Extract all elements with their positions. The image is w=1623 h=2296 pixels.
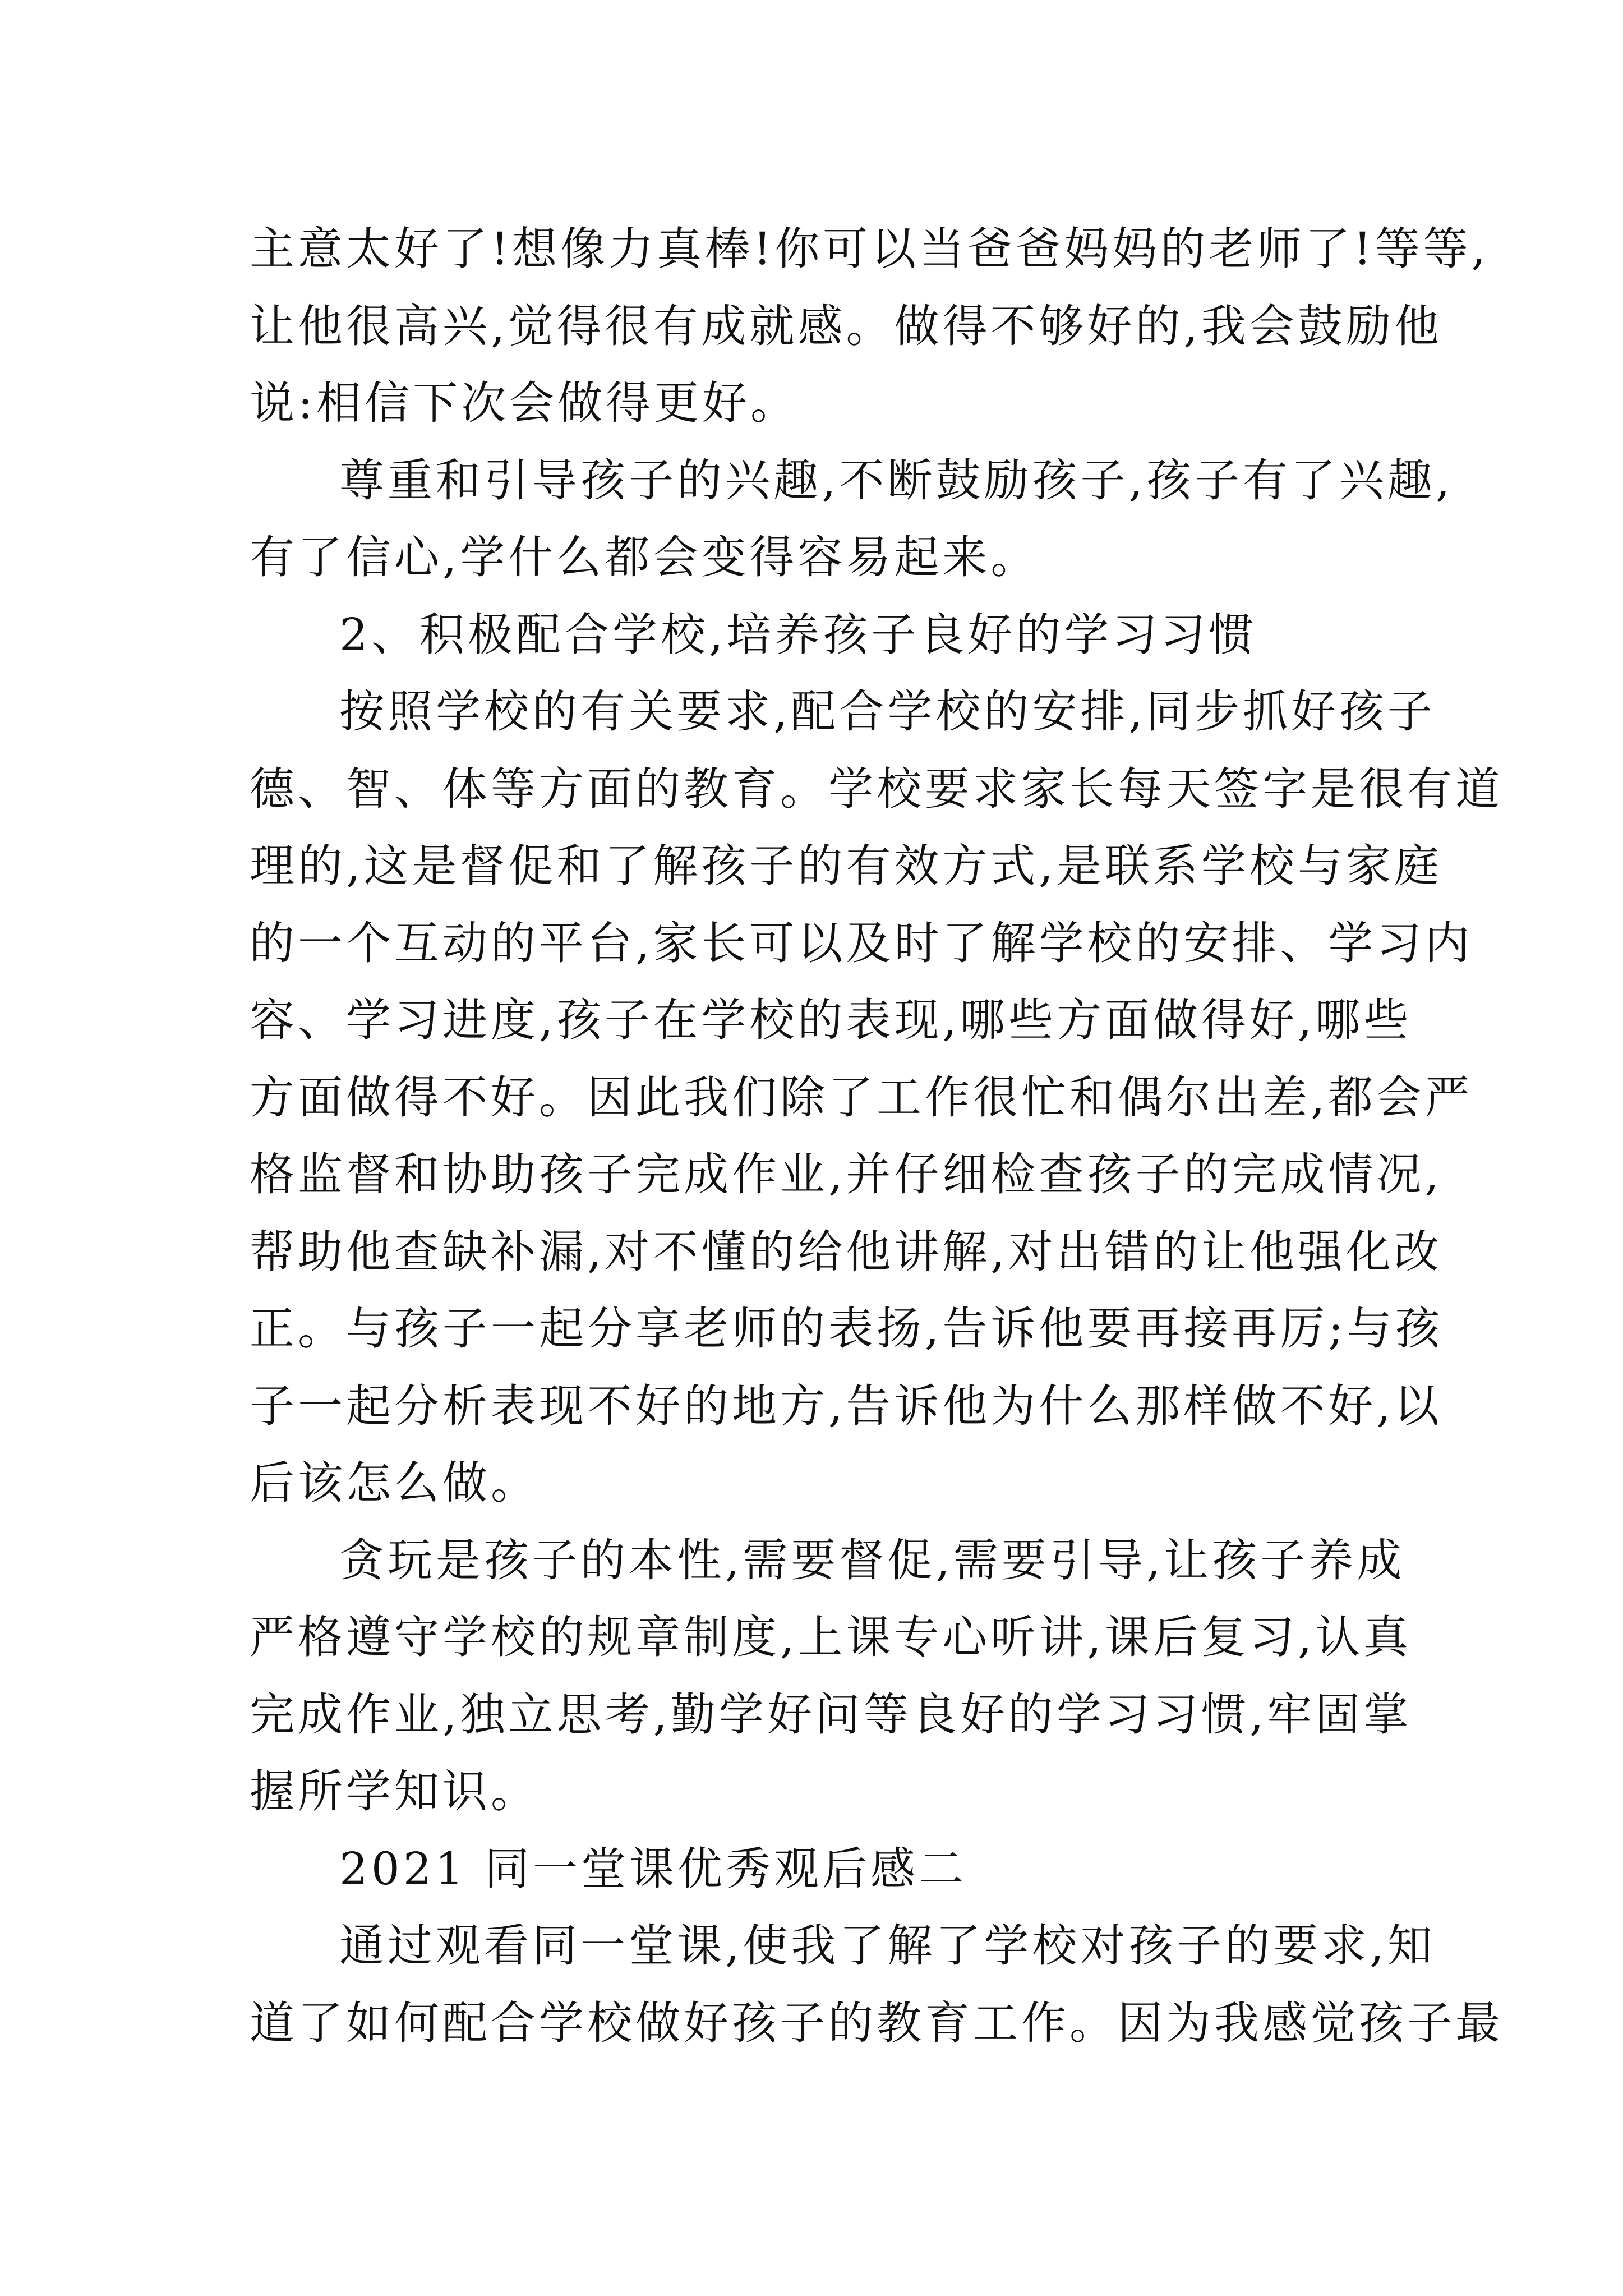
- paragraph-3: [250, 673, 1504, 1522]
- paragraph-3-line-2: 德、智、体等方面的教育。学校要求家长每天签字是很有道: [250, 762, 1504, 815]
- section-heading-2: [250, 596, 1377, 674]
- paragraph-3-line-4: 的一个互动的平台,家长可以及时了解学校的安排、学习内: [250, 917, 1473, 969]
- paragraph-5: [250, 1907, 1504, 2062]
- section-heading-2-text: 2、积极配合学校,培养孩子良好的学习习惯: [339, 608, 1257, 661]
- paragraph-2-line-1: 尊重和引导孩子的兴趣,不断鼓励孩子,孩子有了兴趣,: [339, 454, 1454, 507]
- paragraph-1-line-2: 让他很高兴,觉得很有成就感。做得不够好的,我会鼓励他: [250, 300, 1442, 352]
- paragraph-4-line-2: 严格遵守学校的规章制度,上课专心听讲,课后复习,认真: [250, 1611, 1412, 1663]
- paragraph-1-line-1: 主意太好了!想像力真棒!你可以当爸爸妈妈的老师了!等等,: [250, 223, 1489, 275]
- paragraph-3-line-10: 子一起分析表现不好的地方,告诉他为什么那样做不好,以: [250, 1379, 1442, 1432]
- paragraph-3-line-5: 容、学习进度,孩子在学校的表现,哪些方面做得好,哪些: [250, 994, 1412, 1046]
- paragraph-5-line-1: 通过观看同一堂课,使我了解了学校对孩子的要求,知: [339, 1920, 1436, 1972]
- article-title-2: [250, 1830, 1377, 1908]
- article-title-2-text: 2021 同一堂课优秀观后感二: [339, 1842, 967, 1895]
- paragraph-1-line-3: 说:相信下次会做得更好。: [250, 377, 799, 429]
- paragraph-3-line-11: 后该怎么做。: [250, 1457, 539, 1509]
- paragraph-3-line-3: 理的,这是督促和了解孩子的有效方式,是联系学校与家庭: [250, 840, 1442, 892]
- paragraph-5-line-2: 道了如何配合学校做好孩子的教育工作。因为我感觉孩子最: [250, 1996, 1504, 2049]
- paragraph-2-line-2: 有了信心,学什么都会变得容易起来。: [250, 531, 1039, 583]
- paragraph-2: [250, 442, 1454, 596]
- paragraph-3-line-7: 格监督和协助孩子完成作业,并仔细检查孩子的完成情况,: [250, 1148, 1442, 1200]
- paragraph-3-line-1: 按照学校的有关要求,配合学校的安排,同步抓好孩子: [339, 685, 1436, 738]
- paragraph-4: [250, 1522, 1412, 1830]
- paragraph-4-line-4: 握所学知识。: [250, 1765, 539, 1818]
- paragraph-3-line-8: 帮助他查缺补漏,对不懂的给他讲解,对出错的让他强化改: [250, 1225, 1442, 1278]
- paragraph-1: [250, 210, 1489, 442]
- paragraph-4-line-3: 完成作业,独立思考,勤学好问等良好的学习习惯,牢固掌: [250, 1688, 1412, 1741]
- paragraph-4-line-1: 贪玩是孩子的本性,需要督促,需要引导,让孩子养成: [339, 1534, 1405, 1586]
- paragraph-3-line-9: 正。与孩子一起分享老师的表扬,告诉他要再接再厉;与孩: [250, 1303, 1444, 1355]
- document-body: [250, 210, 1504, 2062]
- paragraph-3-line-6: 方面做得不好。因此我们除了工作很忙和偶尔出差,都会严: [250, 1071, 1473, 1124]
